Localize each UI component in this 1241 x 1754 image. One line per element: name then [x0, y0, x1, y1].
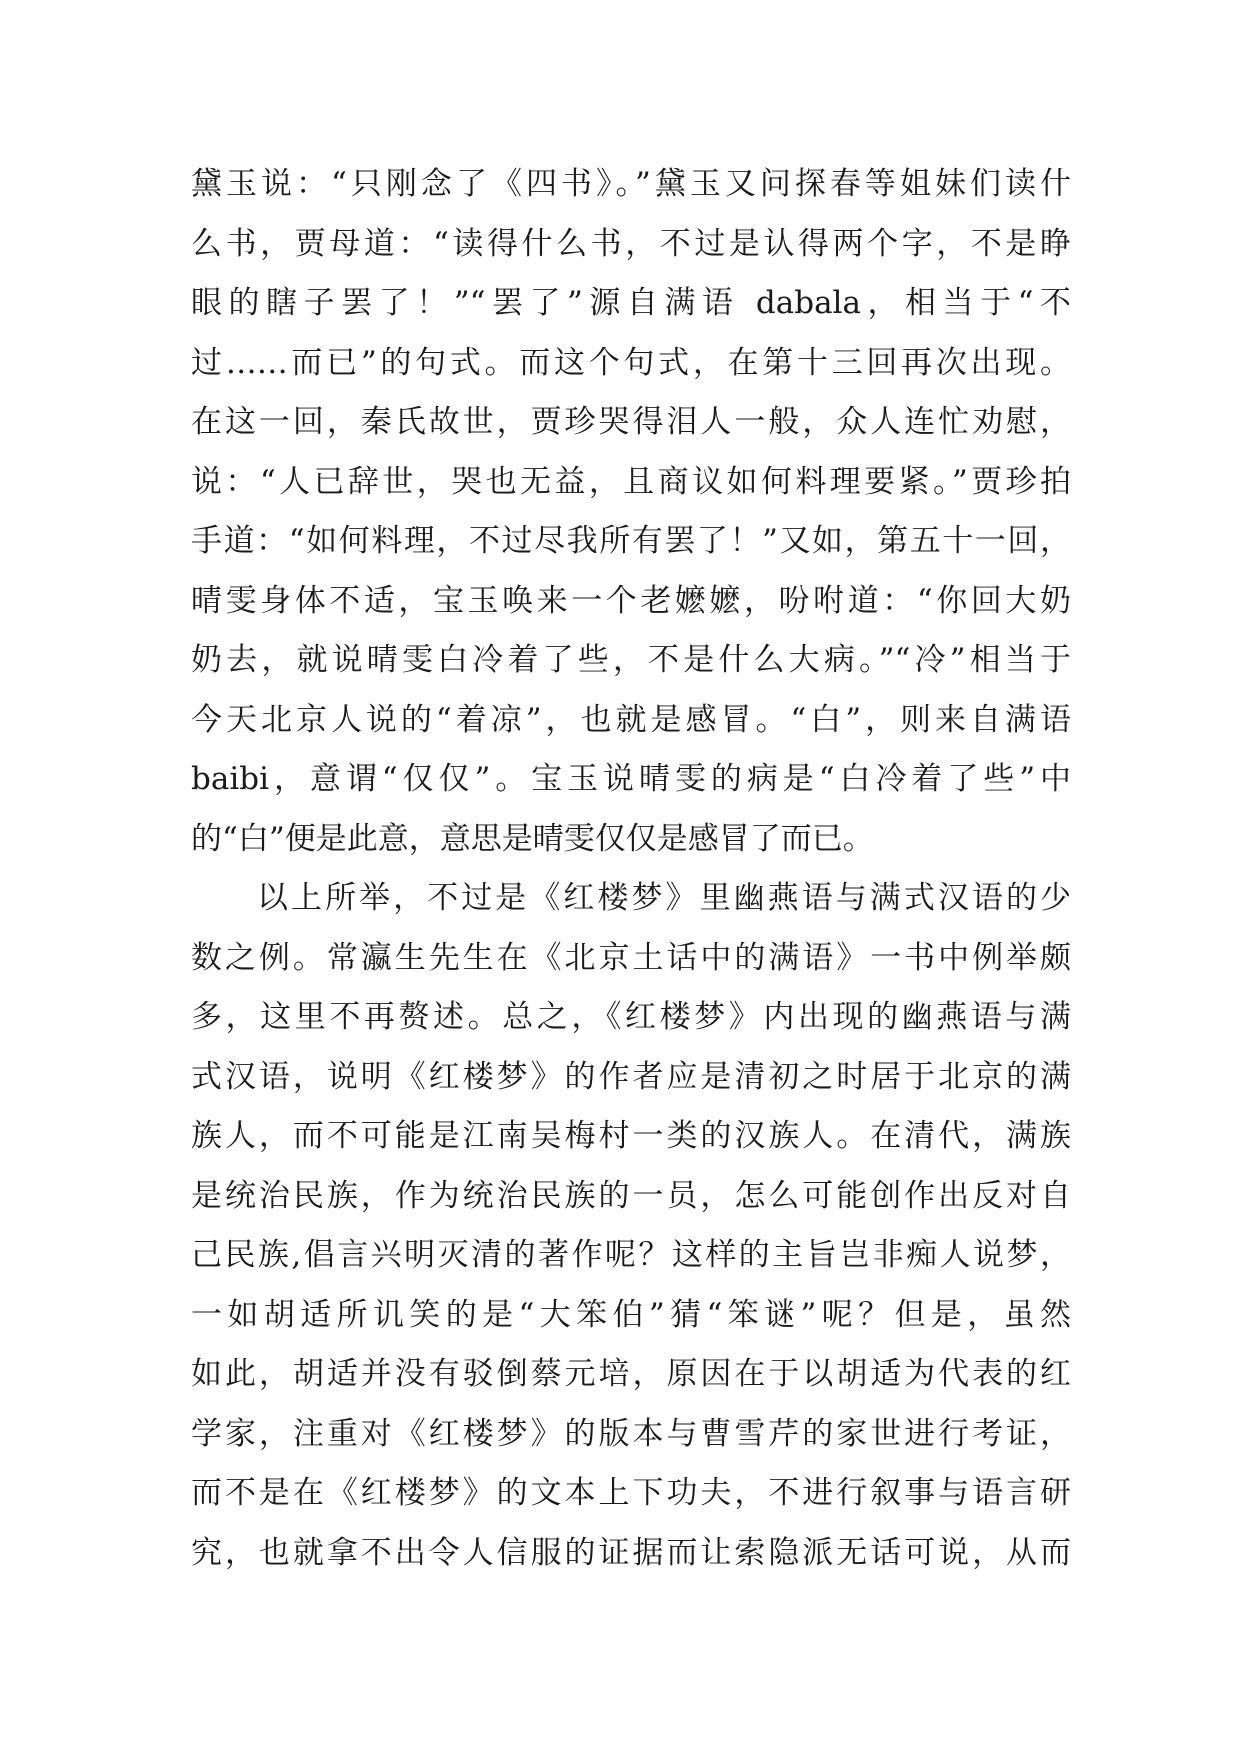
text-line: 数之例。常瀛生先生在《北京土话中的满语》一书中例举颇	[191, 939, 1071, 976]
text-line: 黛玉说：“只刚念了《四书》。”黛玉又问探春等姐妹们读什	[191, 166, 1071, 202]
text-line: 的“白”便是此意，意思是晴雯仅仅是感冒了而已。	[191, 820, 874, 857]
text-line: 过……而已”的句式。而这个句式，在第十三回再次出现。	[191, 344, 1071, 381]
text-line: 眼的瞎子罢了！”“罢了”源自满语 dabala，相当于“不	[191, 285, 1071, 321]
text-line: 是统治民族，作为统治民族的一员，怎么可能创作出反对自	[191, 1177, 1071, 1214]
text-line: 而不是在《红楼梦》的文本上下功夫，不进行叙事与语言研	[191, 1475, 1071, 1511]
text-line: 手道：“如何料理，不过尽我所有罢了！”又如，第五十一回，	[191, 523, 1071, 559]
paragraph-1	[191, 155, 1071, 869]
text-line: 么书，贾母道：“读得什么书，不过是认得两个字，不是睁	[191, 225, 1071, 262]
text-line: 式汉语，说明《红楼梦》的作者应是清初之时居于北京的满	[191, 1058, 1071, 1095]
text-line: 奶去，就说晴雯白冷着了些，不是什么大病。”“冷”相当于	[191, 642, 1071, 678]
text-line: 一如胡适所讥笑的是“大笨伯”猜“笨谜”呢？但是，虽然	[191, 1296, 1071, 1333]
text-line: 己民族,倡言兴明灭清的著作呢？这样的主旨岂非痴人说梦，	[191, 1237, 1071, 1273]
text-line: 晴雯身体不适，宝玉唤来一个老嬷嬷，吩咐道：“你回大奶	[191, 582, 1071, 619]
text-line: 如此，胡适并没有驳倒蔡元培，原因在于以胡适为代表的红	[191, 1356, 1071, 1392]
text-line: 族人，而不可能是江南吴梅村一类的汉族人。在清代，满族	[191, 1118, 1071, 1154]
text-line: 以上所举，不过是《红楼梦》里幽燕语与满式汉语的少	[257, 880, 1071, 916]
text-line: 多，这里不再赘述。总之，《红楼梦》内出现的幽燕语与满	[191, 999, 1071, 1035]
text-line: 在这一回，秦氏故世，贾珍哭得泪人一般，众人连忙劝慰，	[191, 404, 1071, 440]
text-line: 今天北京人说的“着凉”，也就是感冒。“白”，则来自满语	[191, 701, 1071, 738]
text-line: 学家，注重对《红楼梦》的版本与曹雪芹的家世进行考证，	[191, 1415, 1071, 1452]
paragraph-2	[191, 869, 1071, 1583]
text-line: baibi，意谓“仅仅”。宝玉说晴雯的病是“白冷着了些”中	[191, 761, 1071, 797]
text-line: 说：“人已辞世，哭也无益，且商议如何料理要紧。”贾珍拍	[191, 463, 1071, 500]
body-text	[191, 155, 1071, 1583]
text-line: 究，也就拿不出令人信服的证据而让索隐派无话可说，从而	[191, 1534, 1071, 1571]
